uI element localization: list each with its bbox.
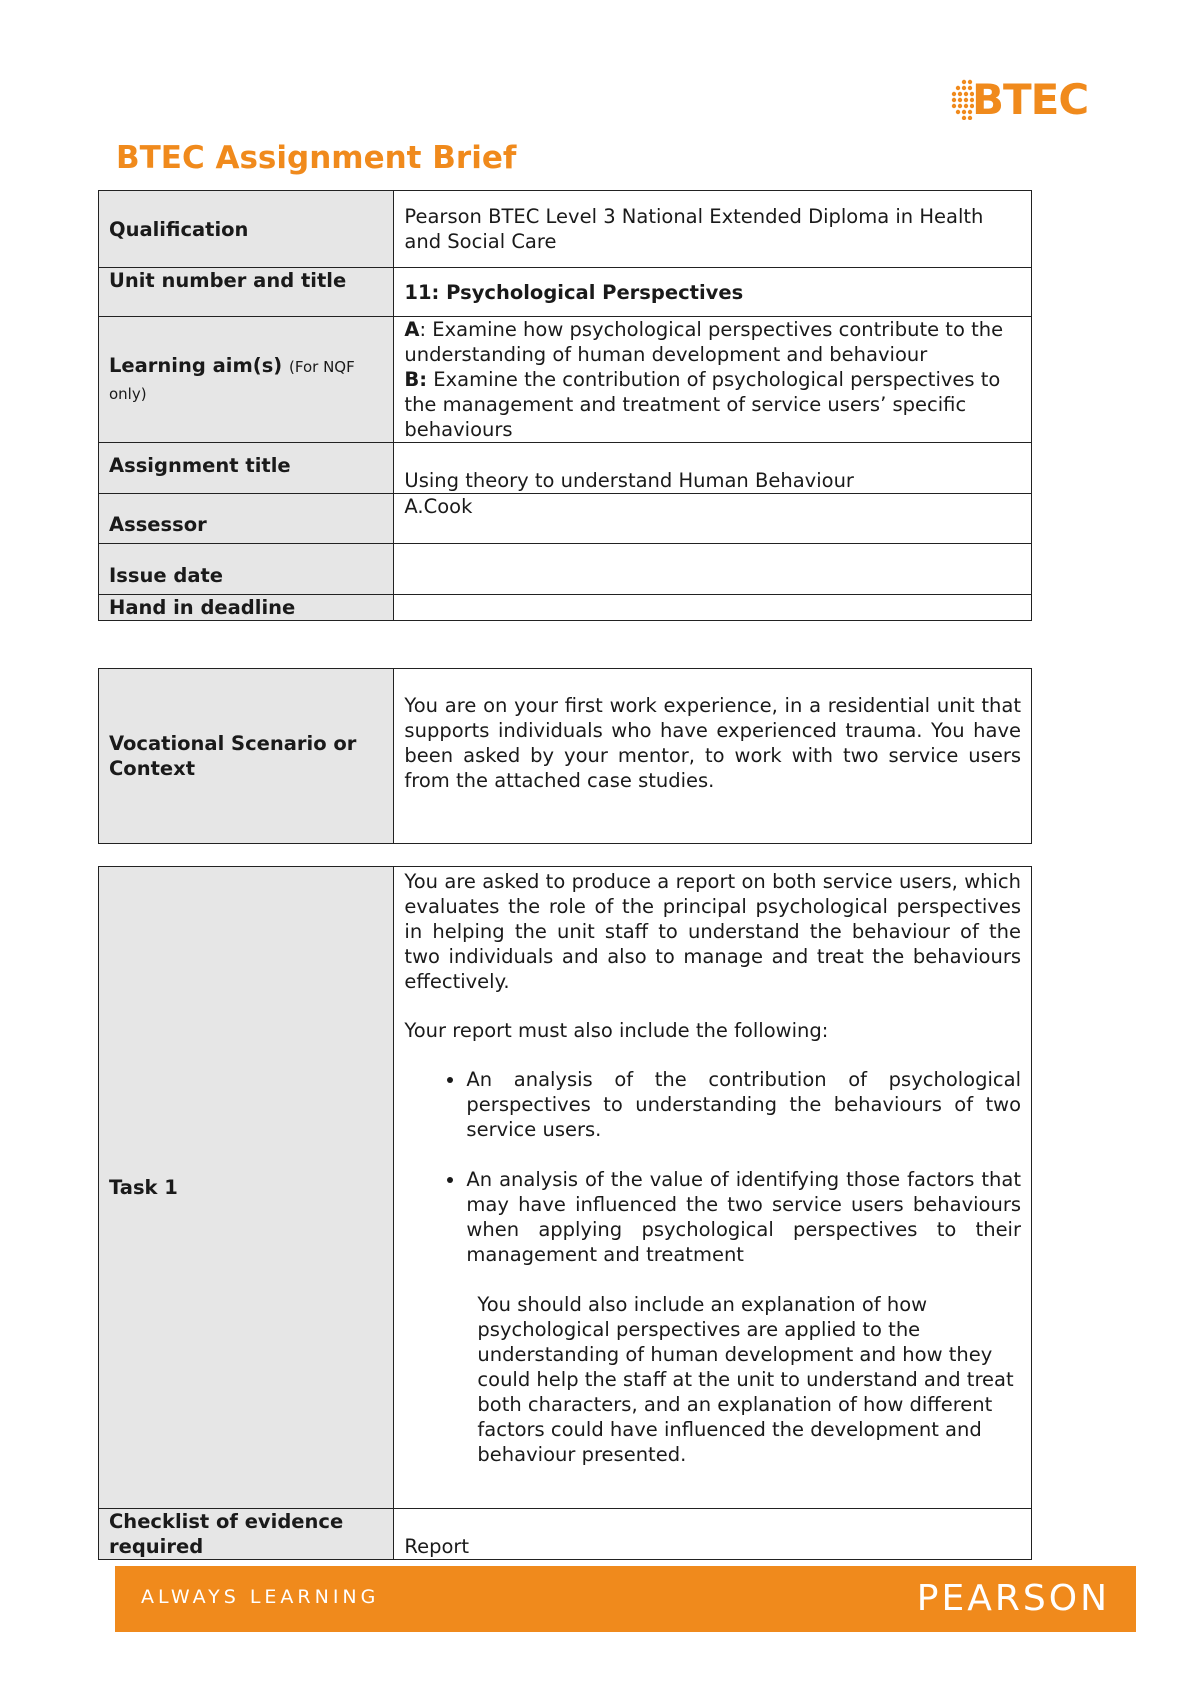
- aim-a-key: A: [404, 318, 420, 341]
- task-include: Your report must also include the following:: [404, 1019, 829, 1042]
- task-bullet-list: [404, 1067, 1021, 1267]
- page-title: BTEC Assignment Brief: [116, 140, 517, 176]
- scenario-text: You are on your first work experience, in a residential unit that supports individuals who have experienced trauma. You have been asked by your mentor, to work with two service users from the attached case studies.: [394, 669, 1032, 844]
- learning-aims-label: [99, 317, 394, 443]
- deadline-label: Hand in deadline: [99, 595, 394, 621]
- aim-b-key: B:: [404, 368, 428, 391]
- unit-label: Unit number and title: [99, 268, 394, 317]
- learning-aims-value: [394, 317, 1032, 443]
- footer-banner: [115, 1566, 1136, 1632]
- task-bullet-2: • An analysis of the value of identifying those factors that may have influenced the two service users behaviours when applying psychological perspectives to their management and treatment: [466, 1167, 1021, 1267]
- task-extra: You should also include an explanation of how psychological perspectives are applied to the understanding of human development and how they could help the staff at the unit to understand and treat both characters, and an explanation of how different factors could have influenced the development and behaviour presented.: [477, 1293, 1014, 1466]
- issue-date-label: Issue date: [99, 544, 394, 595]
- task-label: Task 1: [99, 867, 394, 1509]
- btec-logo: BTEC: [972, 75, 1089, 124]
- aim-a-text: : Examine how psychological perspectives contribute to the understanding of human development and behaviour: [404, 318, 1004, 366]
- learning-aims-note: (For NQF only): [109, 357, 355, 403]
- aim-a: [404, 317, 1021, 367]
- aim-b: [404, 367, 1021, 442]
- qualification-value: Pearson BTEC Level 3 National Extended Diploma in Health and Social Care: [394, 191, 1032, 268]
- scenario-table: [98, 668, 1032, 844]
- qualification-label: Qualification: [99, 191, 394, 268]
- assessor-value: A.Cook: [394, 494, 1032, 544]
- task-body: [394, 867, 1032, 1509]
- assessor-label: Assessor: [99, 494, 394, 544]
- footer-tagline: ALWAYS LEARNING: [141, 1586, 380, 1608]
- scenario-label: Vocational Scenario or Context: [99, 669, 394, 844]
- aim-b-text: Examine the contribution of psychological perspectives to the management and treatment of service users’ specific behaviours: [404, 368, 1001, 441]
- pearson-logo: PEARSON: [916, 1578, 1110, 1619]
- task-table: [98, 866, 1032, 1560]
- task-intro: You are asked to produce a report on both service users, which evaluates the role of the principal psychological perspectives in helping the unit staff to understand the behaviour of the two individuals and also to manage and treat the behaviours effectively.: [404, 870, 1021, 993]
- issue-date-value: [394, 544, 1032, 595]
- unit-value: 11: Psychological Perspectives: [394, 268, 1032, 317]
- assignment-details-table: [98, 190, 1032, 621]
- task-bullet-1: • An analysis of the contribution of psychological perspectives to understanding the behaviours of two service users.: [466, 1067, 1021, 1142]
- checklist-label: Checklist of evidence required: [99, 1509, 394, 1560]
- assignment-title-label: Assignment title: [99, 443, 394, 494]
- checklist-value: Report: [394, 1509, 1032, 1560]
- assignment-title-value: Using theory to understand Human Behaviour: [394, 443, 1032, 494]
- deadline-value: [394, 595, 1032, 621]
- learning-aims-label-text: Learning aim(s): [109, 353, 283, 377]
- btec-dots-icon: [950, 78, 974, 120]
